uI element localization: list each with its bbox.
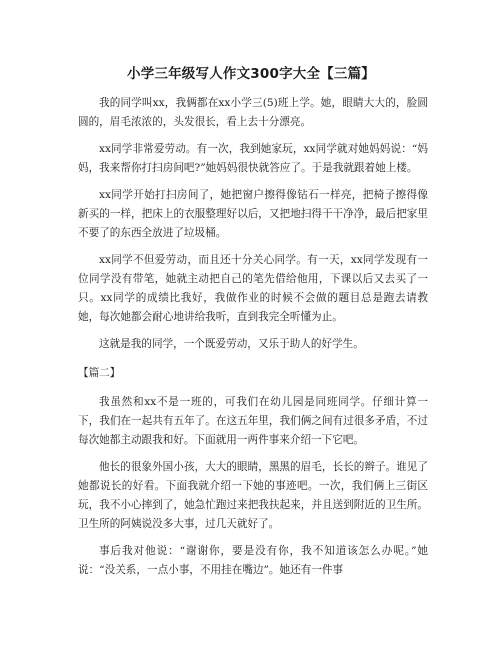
document-title: 小学三年级写人作文300字大全【三篇】 [127, 66, 375, 82]
section-paragraph-2: 他长的很象外国小孩，大大的眼睛，黑黑的眉毛，长长的辫子。谁见了她都说长的好看。下面我就介绍一下她的事迹吧。一次，我们俩上三街区玩，我不小心摔到了，她急忙跑过来把我扶起来，并且送到附近的卫生所。卫生所的阿姨说没多大事，过几天就好了。 [78, 461, 428, 530]
paragraph-3: xx同学开始打扫房间了，她把窗户擦得像钻石一样亮，把椅子擦得像新买的一样，把床上的衣服整理好以后，又把地扫得干干净净，最后把家里不要了的东西全放进了垃圾桶。 [78, 189, 428, 239]
section-heading: 【篇二】 [78, 367, 121, 379]
section-paragraph-1: 我虽然和xx不是一班的，可我们在幼儿园是同班同学。仔细计算一下，我们在一起共有五年了。在这五年里，我们俩之间有过很多矛盾，不过每次她都主动跟我和好。下面就用一两件事来介绍一下它吧。 [78, 396, 428, 446]
paragraph-4: xx同学不但爱劳动，而且还十分关心同学。有一天，xx同学发现有一位同学没有带笔，她就主动把自己的笔先借给他用，下课以后又去买了一只。xx同学的成绩比我好，我做作业的时候不会做的题目总是跑去请教她，每次她都会耐心地讲给我听，直到我完全听懂为止。 [78, 254, 428, 323]
paragraph-2: xx同学非常爱劳动。有一次，我到她家玩，xx同学就对她妈妈说：“妈妈，我来帮你打扫房间吧?”她妈妈很快就答应了。于是我就跟着她上楼。 [78, 143, 428, 174]
paragraph-1: 我的同学叫xx，我俩都在xx小学三(5)班上学。她，眼睛大大的，脸圆圆的，眉毛浓浓的，头发很长，看上去十分漂亮。 [78, 97, 428, 128]
paragraph-5: 这就是我的同学，一个既爱劳动，又乐于助人的好学生。 [99, 338, 364, 350]
section-paragraph-3: 事后我对他说：“谢谢你，要是没有你，我不知道该怎么办呢。”她说：“没关系，一点小事，不用挂在嘴边”。她还有一件事 [78, 545, 428, 576]
